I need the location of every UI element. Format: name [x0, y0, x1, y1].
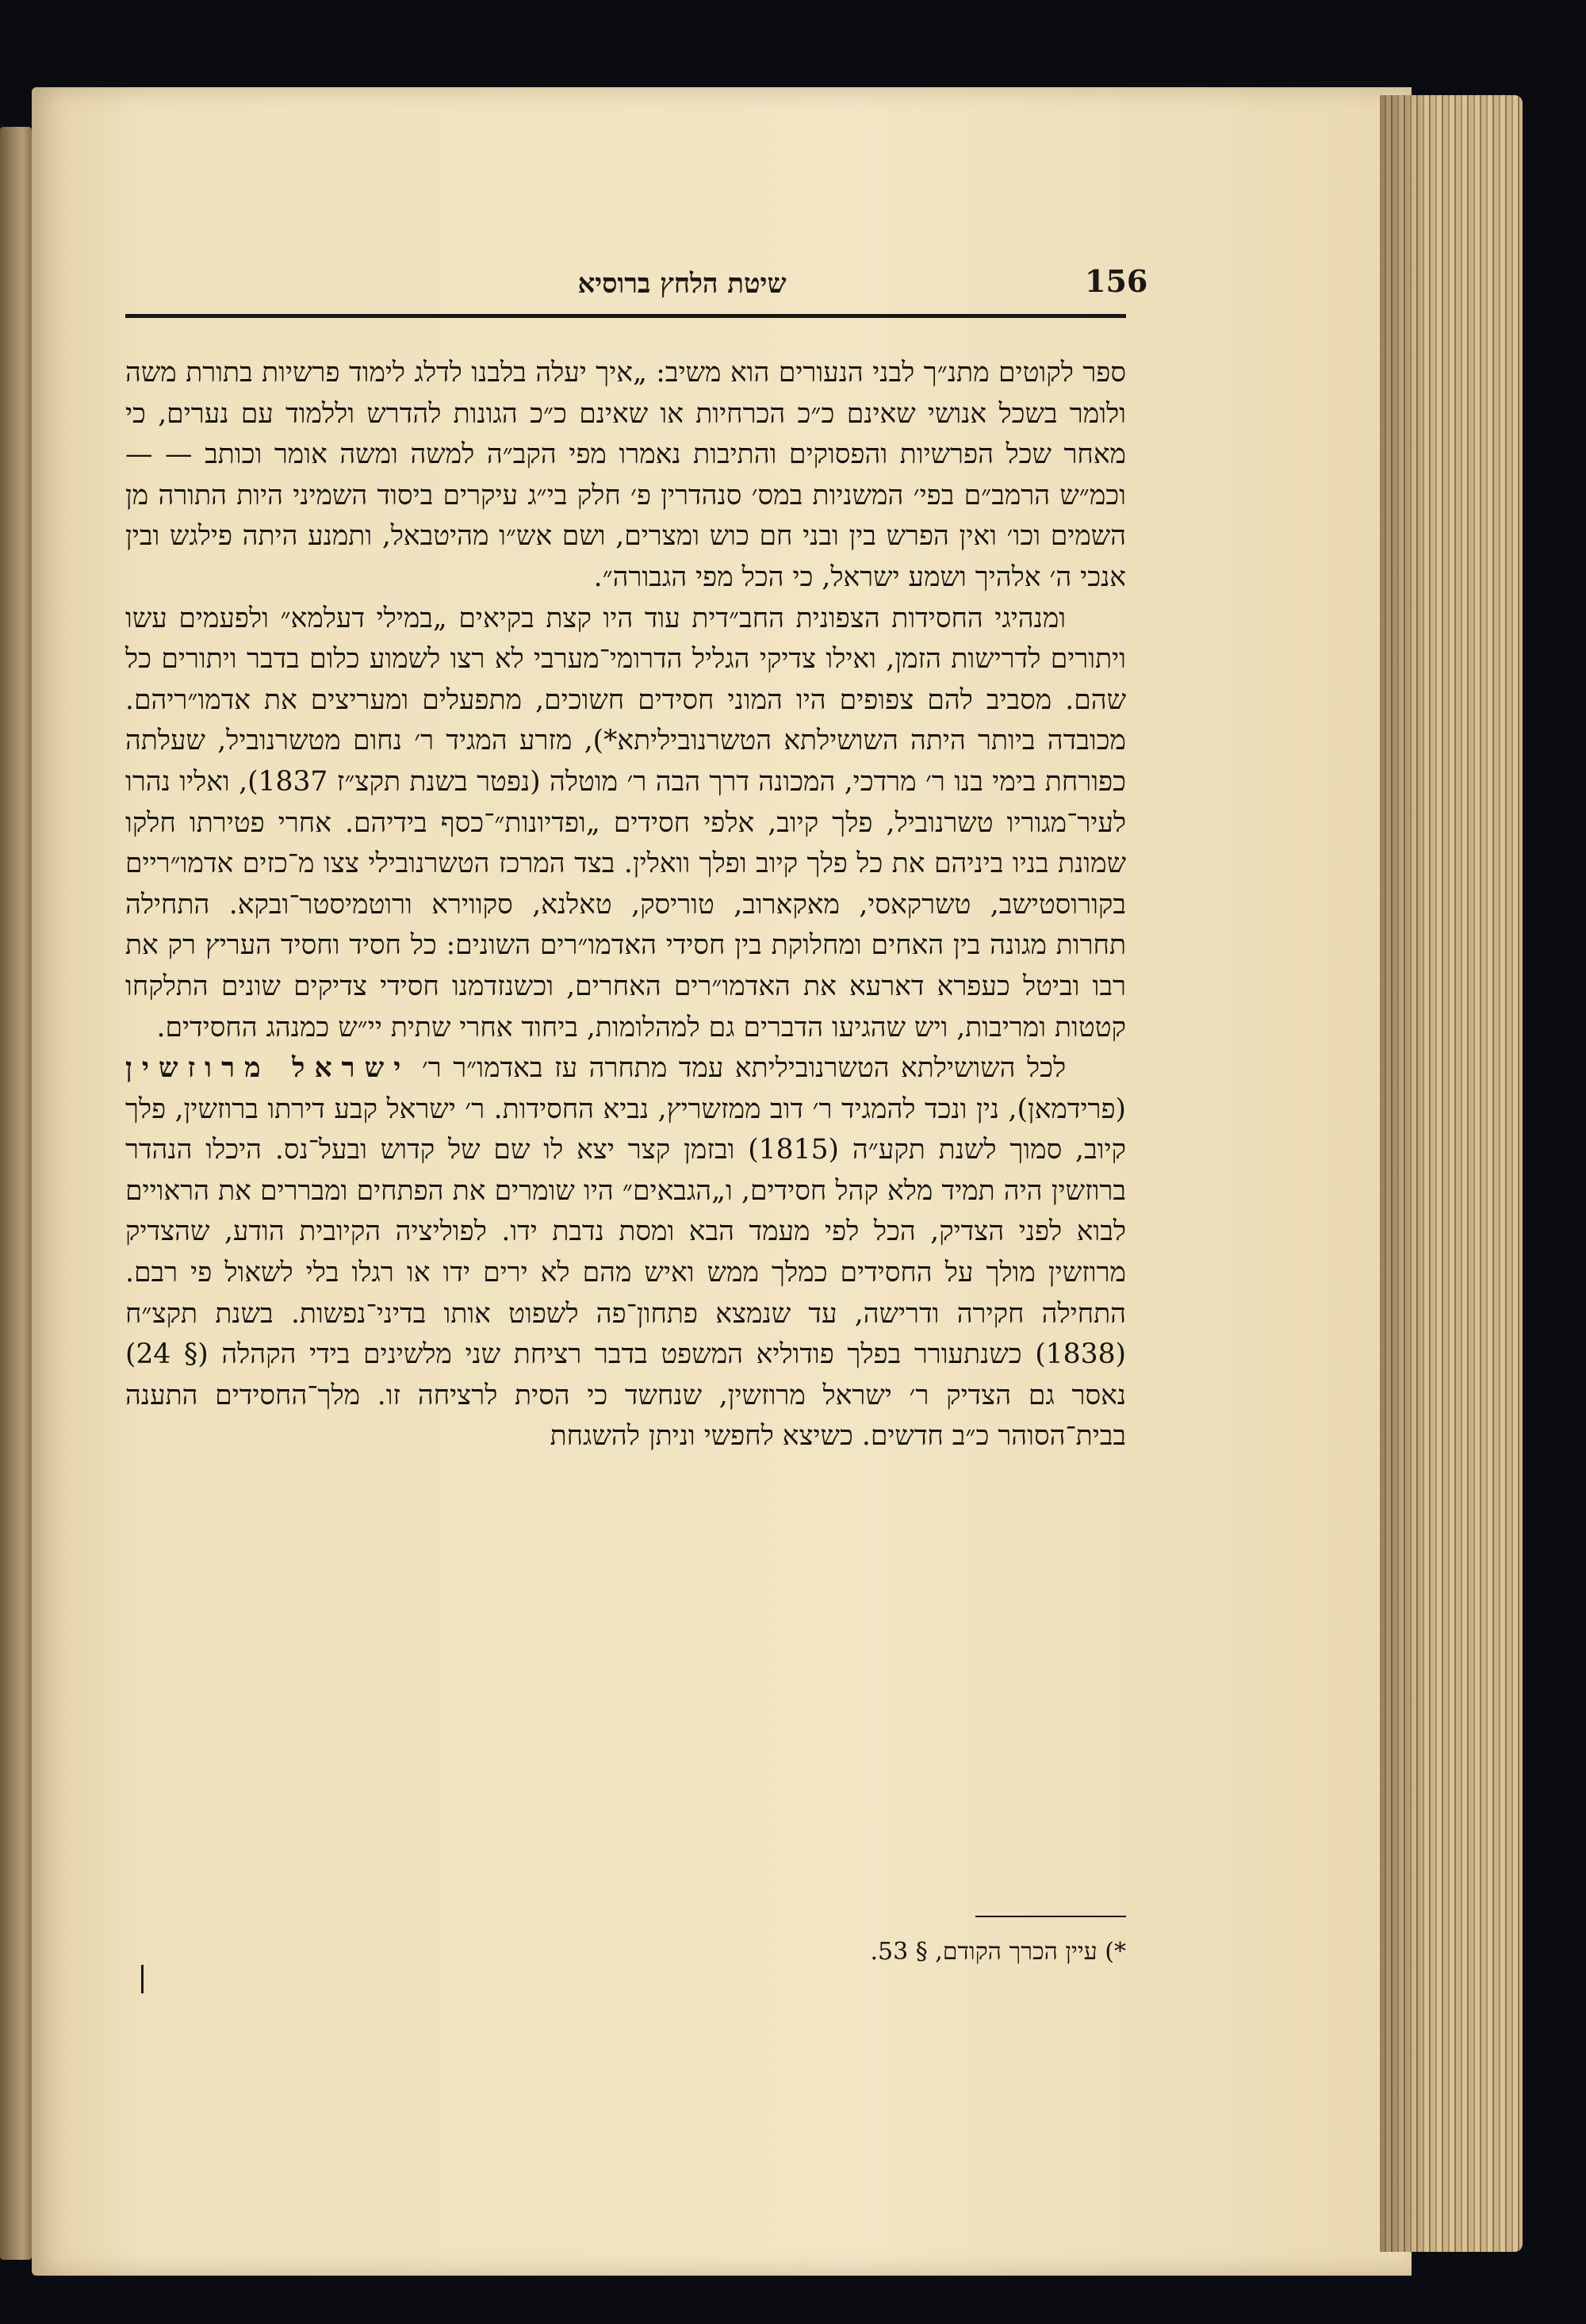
page-number: 156	[1085, 263, 1148, 299]
header-rule	[125, 314, 1126, 318]
running-title: שיטת הלחץ ברוסיא	[577, 268, 787, 300]
facing-page-edge	[0, 127, 32, 2260]
page-gutter-shadow	[1380, 95, 1427, 2252]
body-text	[125, 353, 1126, 1457]
paragraph	[125, 1048, 1126, 1457]
paragraph: ומנהיגי החסידות הצפונית החב״דית עוד היו קצת בקיאים „במילי דעלמא״ ולפעמים עשו ויתורים לדרישות הזמן, ואילו צדיקי הגליל הדרומי־מערבי לא רצו לשמוע כלום בדבר ויתורים כל שהם. מסביב להם צפופים היו המוני חסידים חשוכים, מתפעלים ומעריצים את אדמו״ריהם. מכובדה ביותר היתה השושילתא הטשרנוביליתא*), מזרע המגיד ר׳ נחום מטשרנוביל, שעלתה כפורחת בימי בנו ר׳ מרדכי, המכונה דרך הבה ר׳ מוטלה (נפטר בשנת תקצ״ז 1837), ואליו נהרו לעיר־מגוריו טשרנוביל, פלך קיוב, אלפי חסידים „ופדיונות״־כסף בידיהם. אחרי פטירתו חלקו שמונת בניו ביניהם את כל פלך קיוב ופלך וואלין. בצד המרכז הטשרנובילי צצו מ־כזים אדמו״ריים בקורוסטישב, טשרקאסי, מאקארוב, טוריסק, טאלנא, סקווירא ורוטמיסטר־ובקא. התחילה תחרות מגונה בין האחים ומחלוקת בין חסידי האדמו״רים השונים: כל חסיד וחסיד העריץ רק את רבו וביטל כעפרא דארעא את האדמו״רים האחרים, וכשנזדמנו חסידי צדיקים שונים התלקחו קטטות ומריבות, ויש שהגיעו הדברים גם למהלומות, ביחוד אחרי שתית יי״ש כמנהג החסידים.	[125, 602, 1126, 1043]
margin-mark	[141, 1965, 144, 1993]
footnote-rule	[975, 1916, 1126, 1917]
paragraph-start: לכל השושילתא הטשרנוביליתא עמד מתחרה עז באדמו״ר ר׳	[421, 1052, 1067, 1085]
footnote: *) עיין הכרך הקודם, § 53.	[870, 1938, 1126, 1966]
paragraph: ספר לקוטים מתנ״ך לבני הנעורים הוא משיב: „איך יעלה בלבנו לדלג לימוד פרשיות בתורת משה ולומר בשכל אנושי שאינם כ״כ הכרחיות או שאינם כ״כ הגונות להדרש וללמוד עם נערים, כי מאחר שכל הפרשיות והפסוקים והתיבות נאמרו מפי הקב״ה למשה ומשה אומר וכותב — — וכמ״ש הרמב״ם בפי׳ המשניות במס׳ סנהדרין פ׳ חלק בי״ג עיקרים ביסוד השמיני היות התורה מן השמים וכו׳ ואין הפרש בין ובני חם כוש ומצרים, ושם אש״ו מהיטבאל, ותמנע היתה פילגש ובין אנכי ה׳ אלהיך ושמע ישראל, כי הכל מפי הגבורה״.	[125, 357, 1126, 593]
spaced-name: ישראל מרוזשין	[125, 1052, 411, 1085]
paragraph-rest: (פרידמאן), נין ונכד להמגיד ר׳ דוב ממזשריץ, נביא החסידות. ר׳ ישראל קבע דירתו ברוזשין, פלך קיוב, סמוך לשנת תקע״ה (1815) ובזמן קצר יצא לו שם של קדוש ובעל־נס. היכלו הנהדר ברוזשין היה תמיד מלא קהל חסידים, ו„הגבאים״ היו שומרים את הפתחים ומבררים את הראויים לבוא לפני הצדיק, הכל לפי מעמד הבא ומסת נדבת ידו. לפוליציה הקיובית הודע, שהצדיק מרוזשין מולך על החסידים כמלך ממש ואיש מהם לא ירים ידו או רגלו בלי לשאול פי רבם. התחילה חקירה ודרישה, עד שנמצא פתחון־פה לשפוט אותו בדיני־נפשות. בשנת תקצ״ח (1838) כשנתעורר בפלך פודוליא המשפט בדבר רציחת שני מלשינים בידי הקהלה (§ 24) נאסר גם הצדיק ר׳ ישראל מרוזשין, שנחשד כי הסית לרציחה זו. מלך־החסידים התענה בבית־הסוהר כ״ב חדשים. כשיצא לחפשי וניתן להשגחת	[125, 1093, 1126, 1453]
